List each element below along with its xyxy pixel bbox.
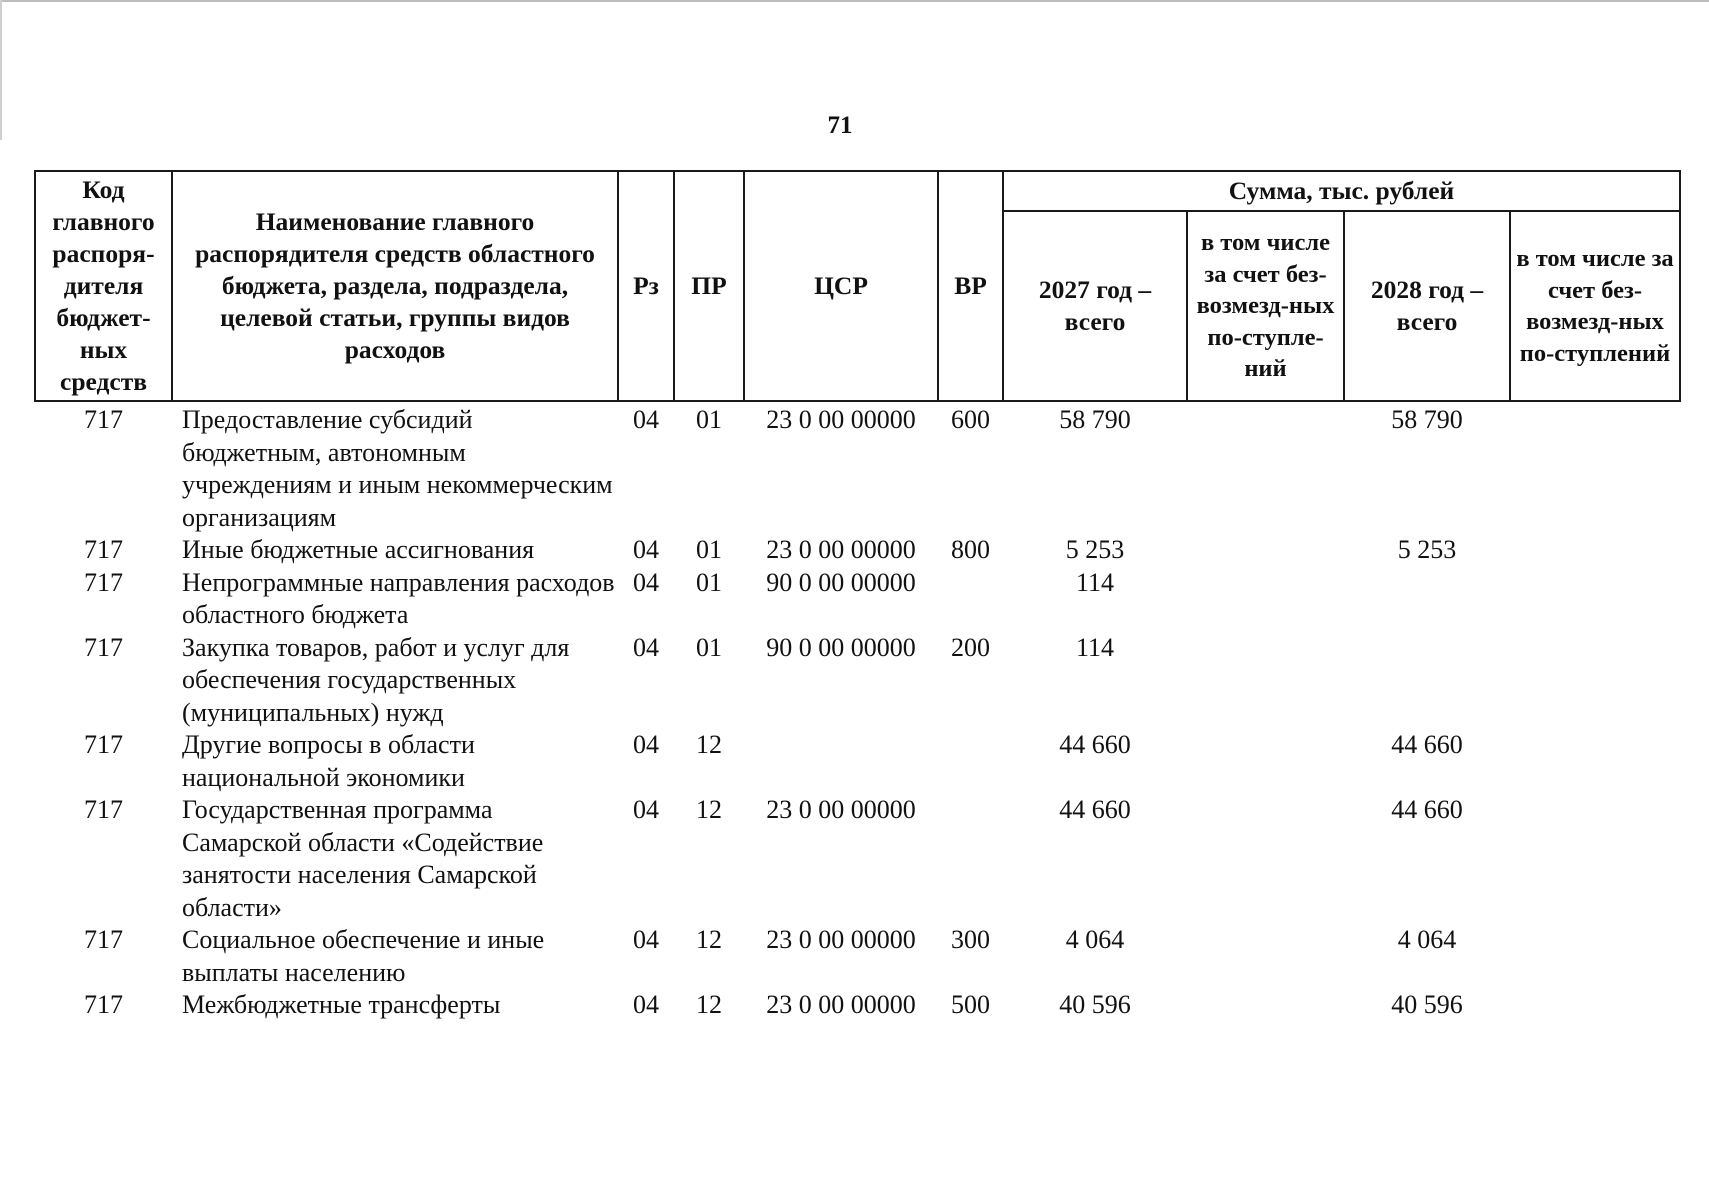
header-row-main	[35, 171, 1680, 211]
cell-name: Закупка товаров, работ и услуг для обеспечения государственных (муниципальных) нужд	[182, 632, 570, 727]
cell-pr: 01	[696, 632, 722, 662]
header-vr: ВР	[938, 171, 1003, 401]
cell-vr: 500	[951, 990, 990, 1019]
cell-2028-grants	[1510, 729, 1680, 794]
cell-2027-total: 4 064	[1065, 925, 1125, 954]
cell-csr: 23 0 00 00000	[766, 535, 916, 564]
cell-2027-total: 5 253	[1065, 535, 1125, 564]
cell-csr: 23 0 00 00000	[766, 990, 916, 1019]
cell-2028-grants	[1510, 567, 1680, 632]
table-row	[35, 632, 1680, 730]
cell-rz: 04	[633, 730, 659, 759]
cell-code: 717	[84, 925, 123, 954]
cell-rz: 04	[633, 990, 659, 1019]
cell-rz: 04	[633, 632, 659, 662]
table-body	[35, 401, 1680, 1022]
table-row	[35, 534, 1680, 567]
cell-code: 717	[84, 990, 123, 1019]
cell-pr: 12	[696, 990, 722, 1019]
cell-2027-total: 114	[1075, 567, 1115, 597]
cell-rz: 04	[633, 795, 659, 824]
header-sum-group: Сумма, тыс. рублей	[1003, 171, 1680, 211]
cell-csr: 90 0 00 00000	[766, 632, 916, 662]
table-row	[35, 989, 1680, 1022]
cell-vr	[938, 729, 1003, 794]
cell-2027-total: 44 660	[1059, 795, 1131, 824]
cell-csr	[744, 729, 938, 794]
cell-name: Иные бюджетные ассигнования	[182, 535, 535, 564]
scan-edge-top	[0, 0, 1709, 2]
cell-csr: 90 0 00 00000	[766, 567, 916, 597]
cell-csr: 23 0 00 00000	[766, 405, 916, 434]
cell-vr	[938, 794, 1003, 924]
cell-2028-total: 5 253	[1397, 535, 1457, 564]
cell-vr	[938, 567, 1003, 632]
cell-2027-grants	[1187, 567, 1344, 632]
cell-2027-total: 58 790	[1059, 405, 1131, 434]
cell-name: Непрограммные направления расходов областного бюджета	[182, 567, 615, 629]
cell-pr: 01	[696, 535, 722, 564]
cell-csr: 23 0 00 00000	[766, 925, 916, 954]
cell-code: 717	[84, 567, 123, 597]
cell-code: 717	[84, 795, 123, 824]
cell-name: Другие вопросы в области национальной экономики	[182, 730, 475, 792]
cell-rz: 04	[633, 925, 659, 954]
cell-code: 717	[84, 632, 123, 662]
cell-2028-grants	[1510, 632, 1680, 730]
header-pr: ПР	[674, 171, 744, 401]
cell-2028-total	[1344, 567, 1510, 632]
table-header	[35, 171, 1680, 401]
cell-2027-total: 114	[1075, 632, 1115, 662]
header-2027-grants: в том числе за счет без-возмезд-ных по-ступле-ний	[1187, 211, 1344, 401]
cell-2027-total: 40 596	[1059, 990, 1131, 1019]
header-2027-total: 2027 год – всего	[1003, 211, 1187, 401]
header-2028-grants: в том числе за счет без-возмезд-ных по-ступлений	[1510, 211, 1680, 401]
cell-2028-total	[1344, 632, 1510, 730]
cell-pr: 01	[696, 567, 722, 597]
cell-2028-total: 44 660	[1391, 795, 1463, 824]
header-name: Наименование главного распорядителя средств областного бюджета, раздела, подраздела, целевой статьи, группы видов расходов	[172, 171, 618, 401]
header-2028-total: 2028 год – всего	[1344, 211, 1510, 401]
cell-2028-total: 44 660	[1391, 730, 1463, 759]
table-row	[35, 567, 1680, 632]
cell-name: Государственная программа Самарской области «Содействие занятости населения Самарской области»	[182, 795, 544, 922]
cell-name: Межбюджетные трансферты	[182, 990, 501, 1019]
cell-code: 717	[84, 535, 123, 564]
cell-vr: 300	[951, 925, 990, 954]
cell-2027-grants	[1187, 401, 1344, 534]
cell-vr: 600	[951, 405, 990, 434]
header-rz: Рз	[618, 171, 674, 401]
cell-2028-grants	[1510, 989, 1680, 1022]
cell-pr: 12	[696, 730, 722, 759]
cell-2028-grants	[1510, 401, 1680, 534]
cell-code: 717	[84, 405, 123, 434]
budget-table	[34, 170, 1681, 1022]
header-code: Код главного распоря-дителя бюджет-ных средств	[35, 171, 172, 401]
cell-name: Социальное обеспечение и иные выплаты населению	[182, 925, 545, 987]
table-row	[35, 401, 1680, 534]
table-row	[35, 729, 1680, 794]
cell-2028-grants	[1510, 534, 1680, 567]
cell-name: Предоставление субсидий бюджетным, автономным учреждениям и иным некоммерческим организациям	[182, 405, 613, 532]
cell-pr: 12	[696, 795, 722, 824]
cell-pr: 12	[696, 925, 722, 954]
table-row	[35, 924, 1680, 989]
cell-2028-total: 40 596	[1391, 990, 1463, 1019]
cell-2027-grants	[1187, 989, 1344, 1022]
cell-vr: 800	[951, 535, 990, 564]
cell-csr: 23 0 00 00000	[766, 795, 916, 824]
cell-2027-grants	[1187, 729, 1344, 794]
cell-rz: 04	[633, 405, 659, 434]
table-row	[35, 794, 1680, 924]
cell-rz: 04	[633, 535, 659, 564]
cell-2028-total: 4 064	[1397, 925, 1457, 954]
cell-2028-grants	[1510, 924, 1680, 989]
cell-code: 717	[84, 730, 123, 759]
cell-pr: 01	[696, 405, 722, 434]
cell-2027-grants	[1187, 924, 1344, 989]
cell-2027-grants	[1187, 794, 1344, 924]
page-number: 71	[827, 112, 853, 139]
cell-2027-grants	[1187, 534, 1344, 567]
cell-vr: 200	[951, 632, 990, 662]
cell-2028-total: 58 790	[1391, 405, 1463, 434]
cell-2028-grants	[1510, 794, 1680, 924]
cell-2027-grants	[1187, 632, 1344, 730]
cell-rz: 04	[633, 567, 659, 597]
cell-2027-total: 44 660	[1059, 730, 1131, 759]
header-csr: ЦСР	[744, 171, 938, 401]
